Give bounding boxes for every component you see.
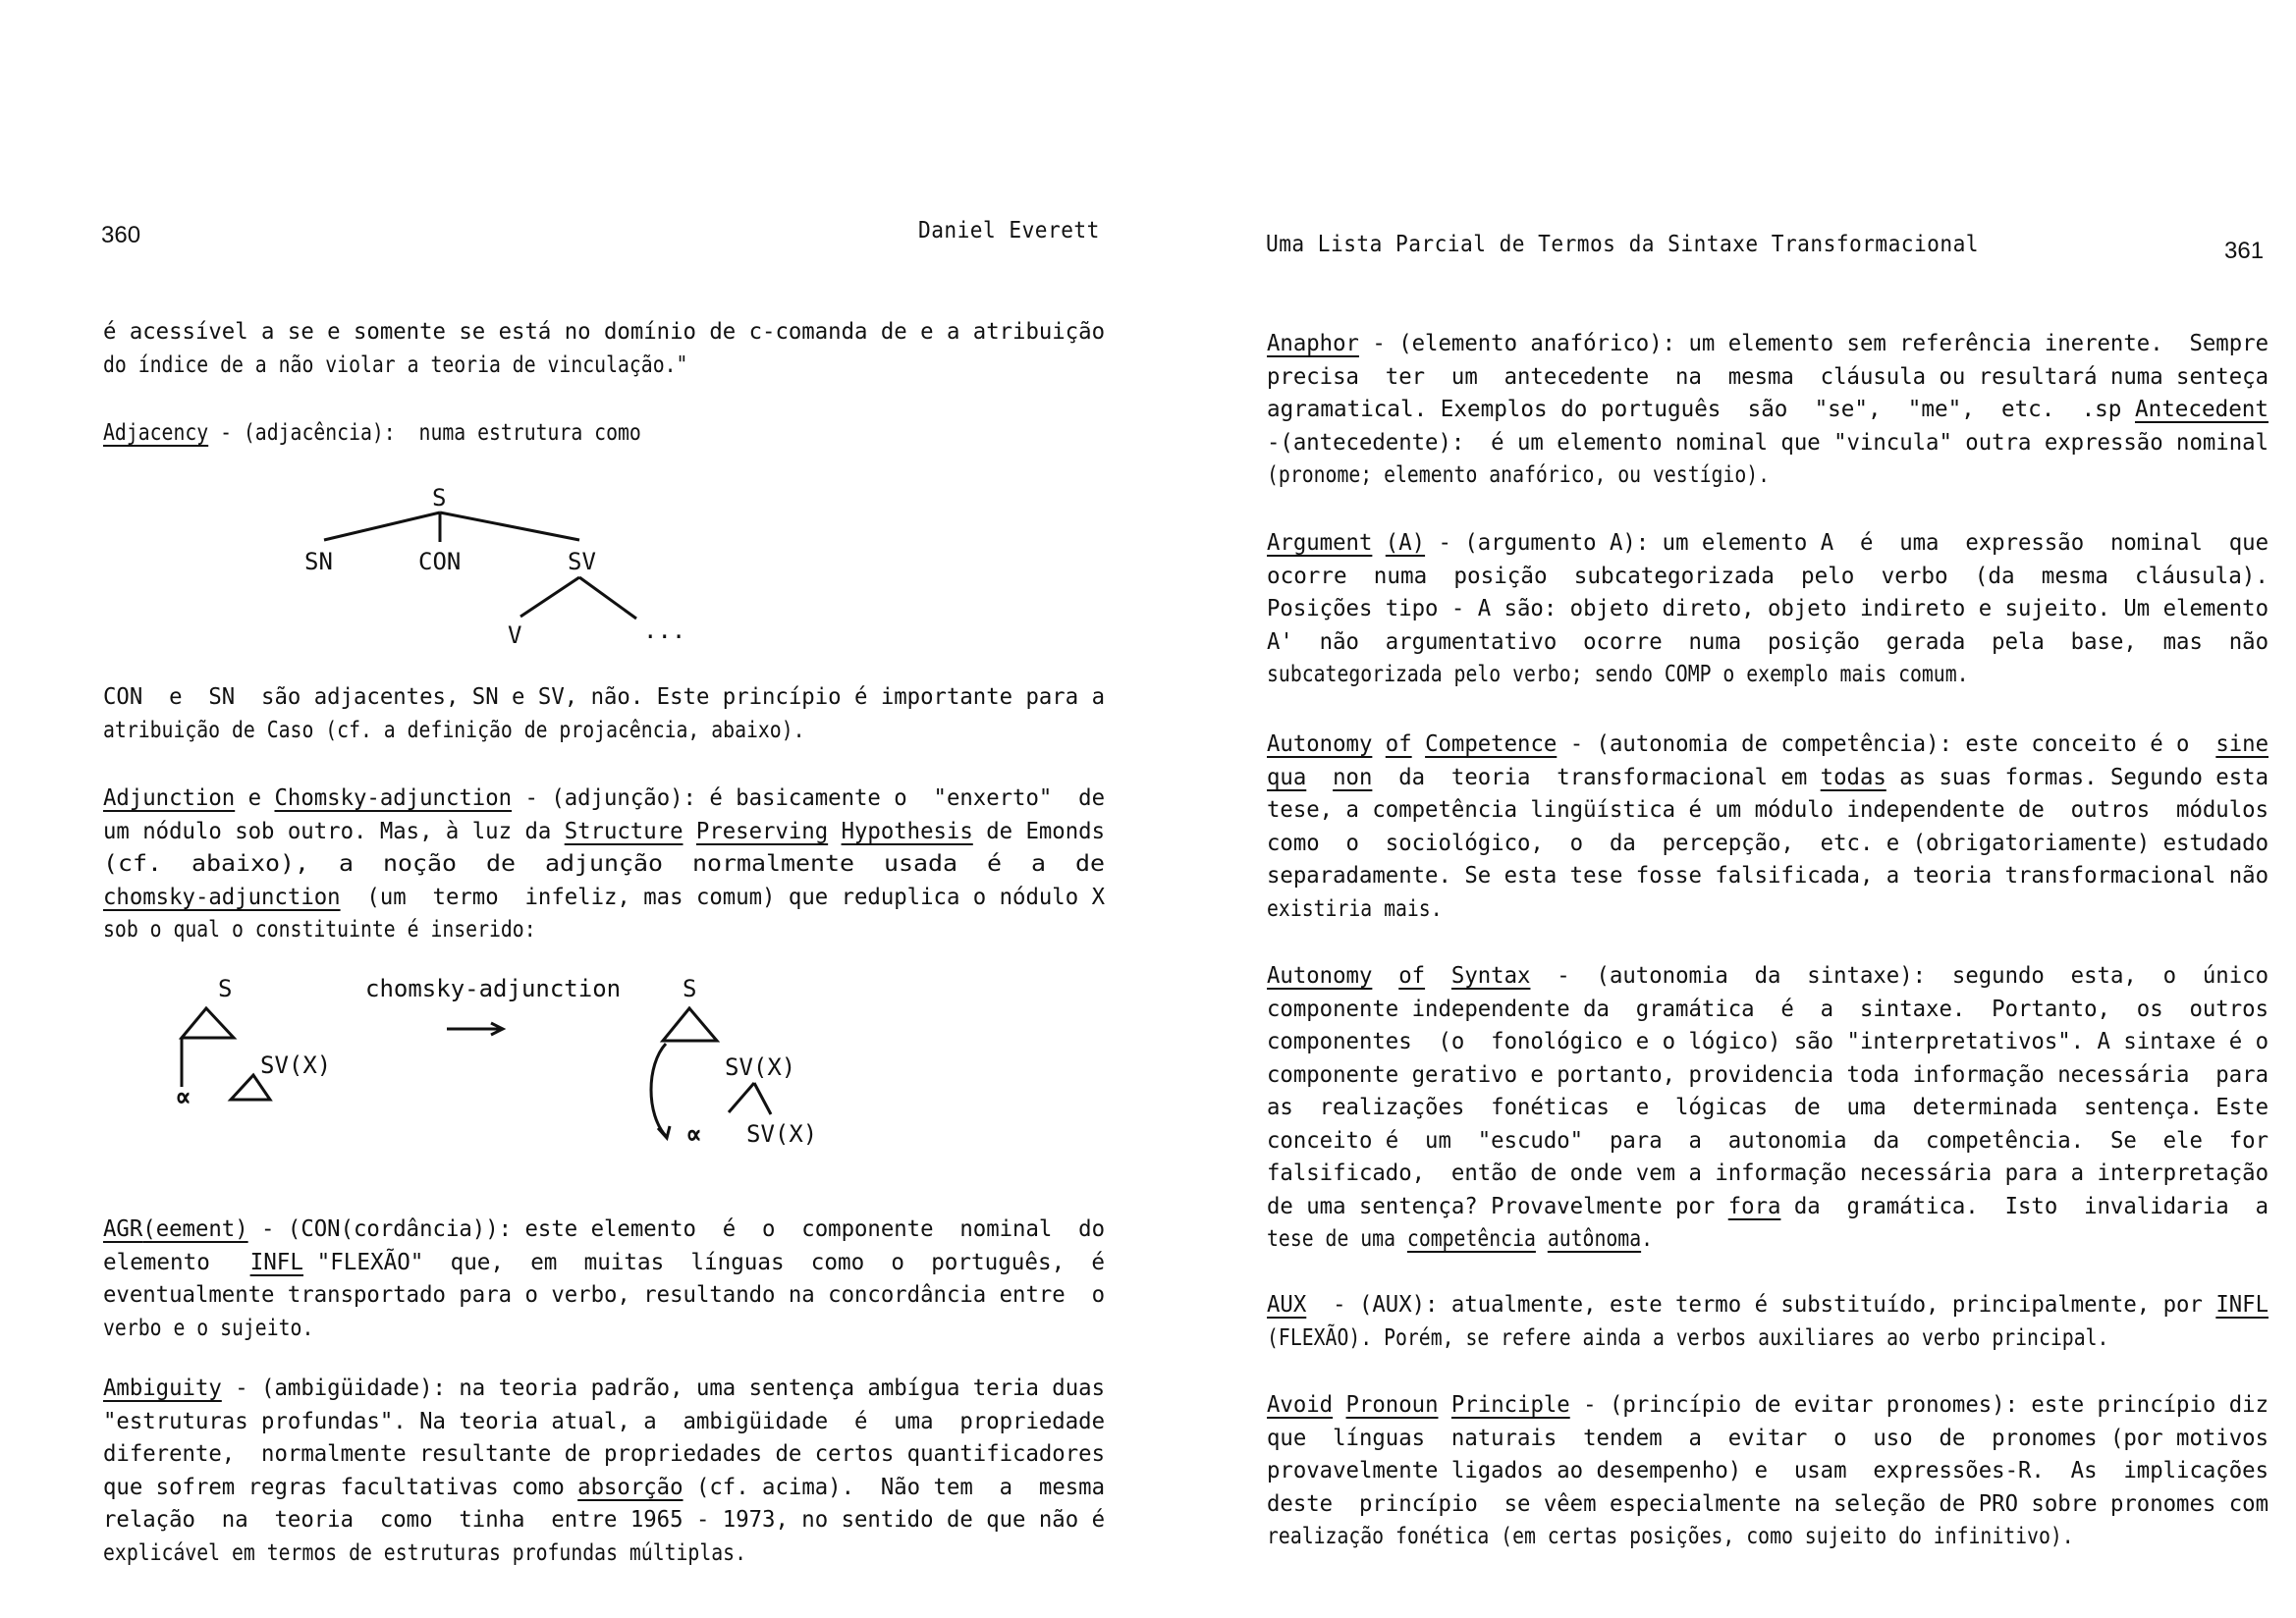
triangle-icon [182,1008,234,1038]
term-ambiguity: Ambiguity [103,1375,222,1401]
adjacency-tree-diagram [285,481,697,648]
term-of: of [1398,963,1426,989]
term-preserving: Preserving [695,818,829,844]
tree-node-sn: SN [304,548,333,575]
term-autonomy: Autonomy [1267,731,1373,757]
term-competence: Competence [1425,731,1558,757]
term-chomsky-adjunction-2: chomsky-adjunction [103,884,341,910]
entry-autonomy-of-competence: Autonomy of Competence - (autonomia de competência): este conceito é o sine qua non da teoria transformacional em todas as suas formas. Segundo esta tese, a competência lingüística é um módulo independente de outros módulos como o sociológico, o da percepção, etc. e (obrigatoriamente) estudado separadamente. Se esta tese fosse falsificada, a teoria transformacional não existiria mais. [1267,731,2269,922]
term-adjacency: Adjacency [103,420,209,446]
chomsky-adjunction-diagram [167,967,835,1154]
term-autonoma: autônoma [1547,1226,1642,1252]
entry-avoid-pronoun-principle: Avoid Pronoun Principle - (princípio de evitar pronomes): este princípio diz que línguas naturais tendem a evitar o uso de pronomes (por motivos provavelmente ligados ao desempenho) e usam expressões-R. As implicações deste princípio se vêem especialmente na seleção de PRO sobre pronomes com realização fonética (em certas posições, como sujeito do infinitivo). [1267,1392,2269,1549]
alpha-symbol: ∝ [175,1081,191,1113]
term-principle: Principle [1450,1392,1570,1418]
entry-argument: Argument (A) - (argumento A): um elemento A é uma expressão nominal que ocorre numa posição subcategorizada pelo verbo (da mesma cláusula). Posições tipo - A são: objeto direto, objeto indireto e sujeito. Um elemento A' não argumentativo ocorre numa posição gerada pela base, mas não subcategorizada pelo verbo; sendo COMP o exemplo mais comum. [1267,530,2269,687]
tree-node-sv: SV [568,548,596,575]
term-infl: INFL [249,1249,304,1275]
alpha-symbol-2: ∝ [685,1118,702,1151]
tree-node-v: V [508,621,522,648]
tree-edge [579,577,636,619]
term-infl: INFL [2215,1292,2269,1318]
entry-adjacency: Adjacency - (adjacência): numa estrutura como [103,420,641,446]
intro-paragraph: é acessível a se e somente se está no domínio de c-comanda de e a atribuição do índice de a não violar a teoria de vinculação." [103,319,1105,378]
entry-ambiguity: Ambiguity - (ambigüidade): na teoria padrão, uma sentença ambígua teria duas "estruturas profundas". Na teoria atual, a ambigüidade é uma propriedade diferente, normalmente resultante de propriedades de certos quantificadores que sofrem regras facultativas como absorção (cf. acima). Não tem a mesma relação na teoria como tinha entre 1965 - 1973, no sentido de que não é explicável em termos de estruturas profundas múltiplas. [103,1375,1105,1566]
before-root-s: S [218,975,233,1002]
term-of: of [1385,731,1412,757]
term-anaphor: Anaphor [1267,331,1359,356]
tree-node-s: S [432,484,447,512]
page-number: 361 [2224,238,2265,264]
tree-edge [520,577,579,617]
term-argument: Argument [1267,530,1373,556]
term-fora: fora [1727,1193,1781,1219]
term-non: non [1333,764,1373,790]
term-structure: Structure [564,818,683,844]
term-antecedent: Antecedent [2134,397,2269,422]
right-page [1148,0,2296,1618]
term-absorcao: absorção [577,1474,683,1500]
tree-edge [440,512,579,540]
entry-anaphor: Anaphor - (elemento anafórico): um elemento sem referência inerente. Sempre precisa ter um antecedente na mesma cláusula ou resultará numa senteça agramatical. Exemplos do português são "se", "me", etc. .sp Antecedent -(antecedente): é um elemento nominal que "vincula" outra expressão nominal (pronome; elemento anafórico, ou vestígio). [1267,331,2269,488]
term-syntax: Syntax [1450,963,1531,989]
after-root-s: S [683,975,697,1002]
entry-aux: AUX - (AUX): atualmente, este termo é substituído, principalmente, por INFL (FLEXÃO). Porém, se refere ainda a verbos auxiliares ao verbo principal. [1267,1292,2269,1351]
running-head-author: Daniel Everett [918,218,1100,243]
term-eement: (eement) [142,1216,248,1242]
term-hypothesis: Hypothesis [841,818,973,844]
term-autonomy: Autonomy [1267,963,1373,989]
entry-adjunction: Adjunction e Chomsky-adjunction - (adjunção): é basicamente o "enxerto" de um nódulo sob outro. Mas, à luz da Structure Preserving Hypothesis de Emonds (cf. abaixo), a noção de adjunção normalmente usada é a de chomsky-adjunction (um termo infeliz, mas comum) que reduplica o nódulo X sob o qual o constituinte é inserido: [103,785,1105,943]
after-sv-top-label: SV(X) [725,1053,796,1081]
after-sv-bottom-label: SV(X) [746,1120,818,1148]
term-chomsky-adjunction: Chomsky-adjunction [274,785,513,811]
term-a: (A) [1385,530,1426,556]
adjacency-explanation: CON e SN são adjacentes, SN e SV, não. Este princípio é importante para a atribuição de Caso (cf. a definição de projacência, abaixo). [103,684,1105,743]
term-sine: sine [2215,731,2269,757]
term-todas: todas [1820,764,1886,790]
term-adjunction: Adjunction [103,785,236,811]
entry-agr: AGR(eement) - (CON(cordância)): este elemento é o componente nominal do elemento INFL "FLEXÃO" que, em muitas línguas como o português, é eventualmente transportado para o verbo, resultando na concordância entre o verbo e o sujeito. [103,1216,1105,1341]
term-aux: AUX [1267,1292,1307,1318]
tree-node-con: CON [418,548,462,575]
tree-edge [754,1083,771,1114]
term-pronoun: Pronoun [1345,1392,1439,1418]
triangle-icon [663,1008,717,1041]
term-avoid: Avoid [1267,1392,1334,1418]
movement-arrow [651,1044,666,1136]
tree-edge [729,1083,754,1112]
term-agr: AGR [103,1216,143,1242]
term-qua: qua [1267,764,1307,790]
tree-edge [324,512,440,540]
before-sv-label: SV(X) [260,1052,332,1079]
term-competencia: competência [1406,1226,1536,1252]
entry-autonomy-of-syntax: Autonomy of Syntax - (autonomia da sintaxe): segundo esta, o único componente independente da gramática é a sintaxe. Portanto, os outros componentes (o fonológico e o lógico) são "interpretativos". A sintaxe é o componente gerativo e portanto, providencia toda informação necessária para as realizações fonéticas e lógicas de uma determinada sentença. Este conceito é um "escudo" para a autonomia da competência. Se ele for falsificado, então de onde vem a informação necessária para a interpretação de uma sentença? Provavelmente por fora da gramática. Isto invalidaria a tese de uma competência autônoma. [1267,963,2269,1252]
arrow-label: chomsky-adjunction [365,975,622,1002]
tree-node-ellipsis: ... [643,617,686,644]
running-head-title: Uma Lista Parcial de Termos da Sintaxe Transformacional [1266,232,1979,257]
page-number: 360 [101,222,141,248]
